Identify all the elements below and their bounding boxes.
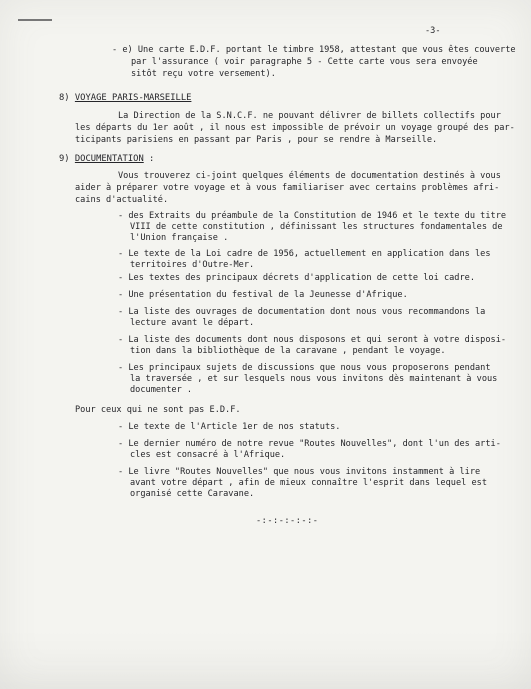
section-8-heading: [59, 93, 191, 104]
non-edf-item-2-line-1: - Le dernier numéro de notre revue "Routes Nouvelles", dont l'un des arti-: [118, 439, 501, 449]
doc-item-1-line-1: - des Extraits du préambule de la Constitution de 1946 et le texte du titre: [118, 211, 507, 221]
doc-item-2-line-2: territoires d'Outre-Mer.: [130, 260, 255, 270]
item-e-line-2: par l'assurance ( voir paragraphe 5 - Cette carte vous sera envoyée: [131, 57, 478, 67]
non-edf-item-1: - Le texte de l'Article 1er de nos statuts.: [118, 422, 341, 432]
doc-item-1-line-3: l'Union française .: [130, 233, 229, 243]
section-9-heading: [59, 154, 154, 165]
doc-item-7-line-2: la traversée , et sur lesquels nous vous invitons dès maintenant à vous: [130, 374, 498, 384]
page-number: -3-: [425, 26, 441, 36]
doc-item-5-line-2: lecture avant le départ.: [130, 318, 255, 328]
doc-item-2-line-1: - Le texte de la Loi cadre de 1956, actuellement en application dans les: [118, 249, 491, 259]
doc-item-6-line-1: - La liste des documents dont nous disposons et qui seront à votre disposi-: [118, 335, 507, 345]
section-9-number: 9): [59, 154, 70, 164]
section-9-title: DOCUMENTATION: [74, 154, 144, 164]
non-edf-item-3-line-1: - Le livre "Routes Nouvelles" que nous vous invitons instamment à lire: [118, 467, 481, 477]
doc-item-5-line-1: - La liste des ouvrages de documentation dont nous vous recommandons la: [118, 307, 486, 317]
section-8-line-1: La Direction de la S.N.C.F. ne pouvant délivrer de billets collectifs pour: [118, 111, 501, 121]
doc-item-1-line-2: VIII de cette constitution , définissant les structures fondamentales de: [130, 222, 503, 232]
section-9-intro-line-3: cains d'actualité.: [75, 195, 169, 205]
section-9-colon: :: [149, 154, 155, 164]
section-8-number: 8): [59, 93, 70, 103]
doc-item-7-line-1: - Les principaux sujets de discussions que nous vous proposerons pendant: [118, 363, 491, 373]
doc-item-7-line-3: documenter .: [130, 385, 193, 395]
non-edf-item-2-line-2: cles est consacré à l'Afrique.: [130, 450, 286, 460]
doc-item-4: - Une présentation du festival de la Jeunesse d'Afrique.: [118, 290, 408, 300]
section-8-title: VOYAGE PARIS-MARSEILLE: [74, 93, 192, 103]
non-edf-item-3-line-2: avant votre départ , afin de mieux connaître l'esprit dans lequel est: [130, 478, 487, 488]
item-e-line-3: sitôt reçu votre versement).: [131, 69, 276, 79]
end-separator: -:-:-:-:-:-: [256, 516, 319, 526]
item-e-line-1: - e) Une carte E.D.F. portant le timbre 1958, attestant que vous êtes couverte: [112, 45, 516, 55]
doc-item-6-line-2: tion dans la bibliothèque de la caravane , pendant le voyage.: [130, 346, 446, 356]
non-edf-item-3-line-3: organisé cette Caravane.: [130, 489, 255, 499]
section-8-line-3: ticipants parisiens en passant par Paris , pour se rendre à Marseille.: [75, 135, 438, 145]
section-9-intro-line-2: aider à préparer votre voyage et à vous familiariser avec certains problèmes afri-: [75, 183, 500, 193]
doc-item-3: - Les textes des principaux décrets d'application de cette loi cadre.: [118, 273, 475, 283]
non-edf-intro: Pour ceux qui ne sont pas E.D.F.: [75, 405, 241, 415]
section-9-intro-line-1: Vous trouverez ci-joint quelques éléments de documentation destinés à vous: [118, 171, 501, 181]
section-8-line-2: les départs du 1er août , il nous est impossible de prévoir un voyage groupé des par-: [75, 123, 515, 133]
punch-mark: [18, 19, 52, 21]
